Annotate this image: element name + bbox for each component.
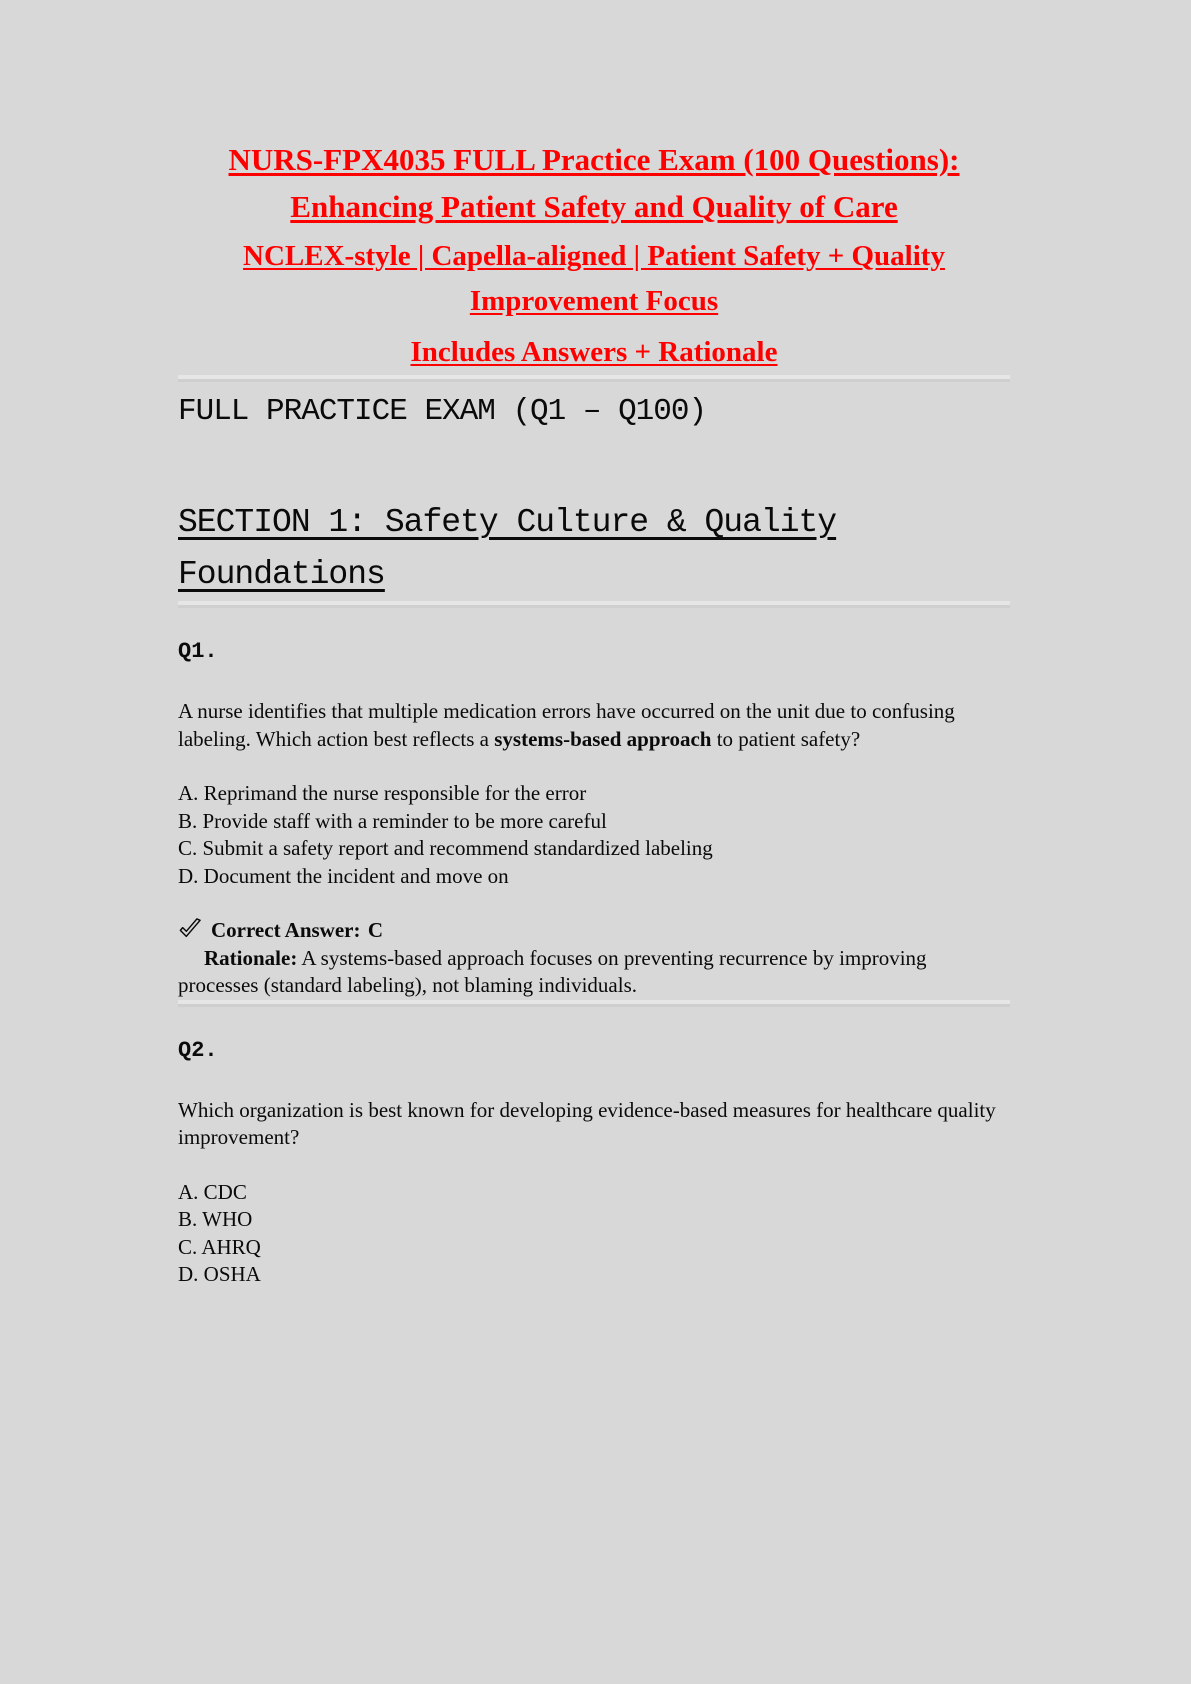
correct-answer-value: C — [367, 918, 383, 942]
section-divider — [178, 601, 1010, 608]
answer-option: B. Provide staff with a reminder to be more careful — [178, 808, 607, 833]
stem-bold-phrase: systems-based approach — [494, 726, 712, 751]
document-header — [178, 136, 1010, 375]
answer-option: D. OSHA — [178, 1262, 261, 1286]
tagline-line: Includes Answers + Rationale — [410, 336, 778, 368]
answer-option: C. AHRQ — [178, 1234, 261, 1259]
question-label: Q2. — [178, 1037, 218, 1063]
rationale-label: Rationale: — [204, 945, 298, 970]
stem-text: to patient safety? — [711, 726, 861, 751]
question-stem — [178, 698, 1010, 753]
section-heading: SECTION 1: Safety Culture & Quality Foundations — [178, 504, 837, 593]
stem-text: A nurse identifies that multiple medication errors have occurred on the unit due to confusing labeling. Which action best reflects a — [178, 699, 955, 751]
question-label: Q1. — [178, 639, 218, 664]
subtitle-line-1: NCLEX-style | Capella-aligned | Patient Safety + Quality — [243, 240, 945, 272]
title-line-1: NURS-FPX4035 FULL Practice Exam (100 Questions): — [228, 142, 960, 177]
answer-option: A. CDC — [178, 1179, 247, 1204]
rationale-text: A systems-based approach focuses on preventing recurrence by improving processes (standard labeling), not blaming individuals. — [178, 945, 927, 997]
correct-answer-label: Correct Answer: — [211, 918, 361, 942]
check-icon — [178, 918, 202, 940]
subtitle-line-2: Improvement Focus — [469, 285, 719, 317]
answer-option: C. Submit a safety report and recommend standardized labeling — [178, 836, 713, 860]
question-stem: Which organization is best known for developing evidence-based measures for healthcare quality improvement? — [178, 1097, 996, 1149]
document-tagline — [178, 330, 1010, 375]
title-line-2: Enhancing Patient Safety and Quality of Care — [290, 189, 898, 224]
options-list — [178, 1179, 1010, 1289]
document-title — [178, 136, 1010, 230]
answer-option: B. WHO — [178, 1207, 253, 1231]
question-block-q1 — [178, 638, 1010, 1000]
answer-option: A. Reprimand the nurse responsible for the error — [178, 781, 587, 805]
exam-heading: FULL PRACTICE EXAM (Q1 – Q100) — [178, 394, 707, 429]
options-list — [178, 780, 1010, 890]
section-divider — [178, 375, 1010, 382]
section-divider — [178, 1000, 1010, 1007]
question-block-q2 — [178, 1037, 1010, 1289]
answer-option: D. Document the incident and move on — [178, 863, 509, 888]
rationale — [178, 945, 1010, 1000]
correct-answer-line — [178, 917, 1010, 945]
document-subtitle — [178, 234, 1010, 324]
